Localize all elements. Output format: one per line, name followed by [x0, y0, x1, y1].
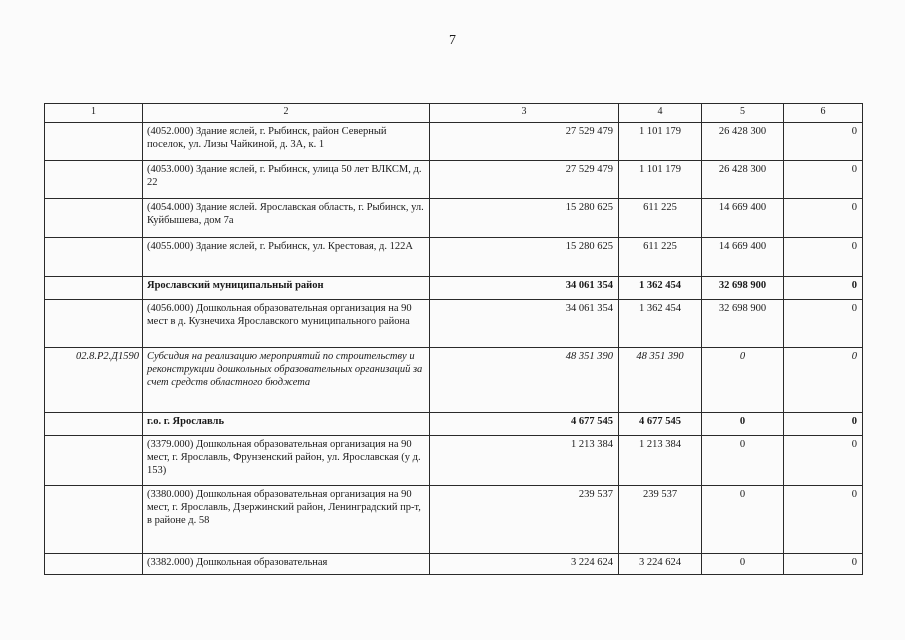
table-row	[45, 199, 863, 238]
cell-code	[45, 199, 143, 238]
cell-name: (4054.000) Здание яслей. Ярославская область, г. Рыбинск, ул. Куйбышева, дом 7а	[143, 199, 430, 238]
cell-total: 4 677 545	[430, 413, 619, 436]
column-header-5: 5	[702, 104, 784, 123]
cell-code	[45, 123, 143, 161]
cell-code	[45, 436, 143, 486]
cell-total: 15 280 625	[430, 199, 619, 238]
cell-col5: 26 428 300	[702, 123, 784, 161]
cell-name: Ярославский муниципальный район	[143, 277, 430, 300]
cell-col6: 0	[784, 277, 863, 300]
cell-code: 02.8.Р2.Д1590	[45, 348, 143, 413]
table-row	[45, 277, 863, 300]
column-header-3: 3	[430, 104, 619, 123]
cell-code	[45, 554, 143, 575]
cell-col6: 0	[784, 300, 863, 348]
table-row	[45, 486, 863, 554]
cell-name: г.о. г. Ярославль	[143, 413, 430, 436]
cell-name: (4052.000) Здание яслей, г. Рыбинск, район Северный поселок, ул. Лизы Чайкиной, д. 3А, к. 1	[143, 123, 430, 161]
cell-col4: 1 362 454	[619, 277, 702, 300]
cell-col4: 611 225	[619, 238, 702, 277]
column-header-6: 6	[784, 104, 863, 123]
cell-col4: 1 101 179	[619, 123, 702, 161]
cell-name: (4053.000) Здание яслей, г. Рыбинск, улица 50 лет ВЛКСМ, д. 22	[143, 161, 430, 199]
cell-col6: 0	[784, 486, 863, 554]
cell-name: (4056.000) Дошкольная образовательная организация на 90 мест в д. Кузнечиха Ярославского муниципального района	[143, 300, 430, 348]
cell-name: Субсидия на реализацию мероприятий по строительству и реконструкции дошкольных образовательных организаций за счет средств областного бюджета	[143, 348, 430, 413]
cell-col4: 1 101 179	[619, 161, 702, 199]
cell-total: 27 529 479	[430, 161, 619, 199]
cell-code	[45, 277, 143, 300]
cell-col6: 0	[784, 123, 863, 161]
cell-col4: 48 351 390	[619, 348, 702, 413]
cell-col4: 4 677 545	[619, 413, 702, 436]
cell-code	[45, 161, 143, 199]
cell-name: (3380.000) Дошкольная образовательная организация на 90 мест, г. Ярославль, Дзержинский район, Ленинградский пр-т, в районе д. 58	[143, 486, 430, 554]
cell-total: 239 537	[430, 486, 619, 554]
cell-col5: 0	[702, 436, 784, 486]
cell-col5: 0	[702, 486, 784, 554]
table-row	[45, 413, 863, 436]
cell-col6: 0	[784, 238, 863, 277]
cell-col6: 0	[784, 554, 863, 575]
table-row	[45, 238, 863, 277]
cell-col6: 0	[784, 413, 863, 436]
cell-code	[45, 413, 143, 436]
cell-col5: 26 428 300	[702, 161, 784, 199]
cell-col5: 14 669 400	[702, 199, 784, 238]
cell-col5: 0	[702, 348, 784, 413]
cell-col4: 611 225	[619, 199, 702, 238]
cell-total: 1 213 384	[430, 436, 619, 486]
table-row	[45, 348, 863, 413]
cell-name: (4055.000) Здание яслей, г. Рыбинск, ул. Крестовая, д. 122А	[143, 238, 430, 277]
cell-name: (3382.000) Дошкольная образовательная	[143, 554, 430, 575]
cell-total: 27 529 479	[430, 123, 619, 161]
cell-col5: 32 698 900	[702, 300, 784, 348]
cell-col5: 32 698 900	[702, 277, 784, 300]
cell-col5: 0	[702, 413, 784, 436]
table-row	[45, 161, 863, 199]
cell-total: 34 061 354	[430, 277, 619, 300]
cell-col6: 0	[784, 199, 863, 238]
table-row	[45, 123, 863, 161]
cell-total: 48 351 390	[430, 348, 619, 413]
budget-table	[44, 103, 863, 575]
column-header-2: 2	[143, 104, 430, 123]
cell-total: 3 224 624	[430, 554, 619, 575]
cell-col5: 14 669 400	[702, 238, 784, 277]
cell-col4: 3 224 624	[619, 554, 702, 575]
table-row	[45, 436, 863, 486]
column-header-1: 1	[45, 104, 143, 123]
cell-col4: 1 362 454	[619, 300, 702, 348]
table-row	[45, 554, 863, 575]
cell-total: 34 061 354	[430, 300, 619, 348]
cell-total: 15 280 625	[430, 238, 619, 277]
cell-code	[45, 486, 143, 554]
cell-name: (3379.000) Дошкольная образовательная организация на 90 мест, г. Ярославль, Фрунзенский район, ул. Ярославская (у д. 153)	[143, 436, 430, 486]
cell-col6: 0	[784, 436, 863, 486]
cell-code	[45, 238, 143, 277]
cell-code	[45, 300, 143, 348]
column-header-4: 4	[619, 104, 702, 123]
cell-col6: 0	[784, 161, 863, 199]
cell-col4: 239 537	[619, 486, 702, 554]
page-number: 7	[449, 33, 456, 48]
table-row	[45, 300, 863, 348]
table-header-row	[45, 104, 863, 123]
cell-col6: 0	[784, 348, 863, 413]
cell-col5: 0	[702, 554, 784, 575]
cell-col4: 1 213 384	[619, 436, 702, 486]
